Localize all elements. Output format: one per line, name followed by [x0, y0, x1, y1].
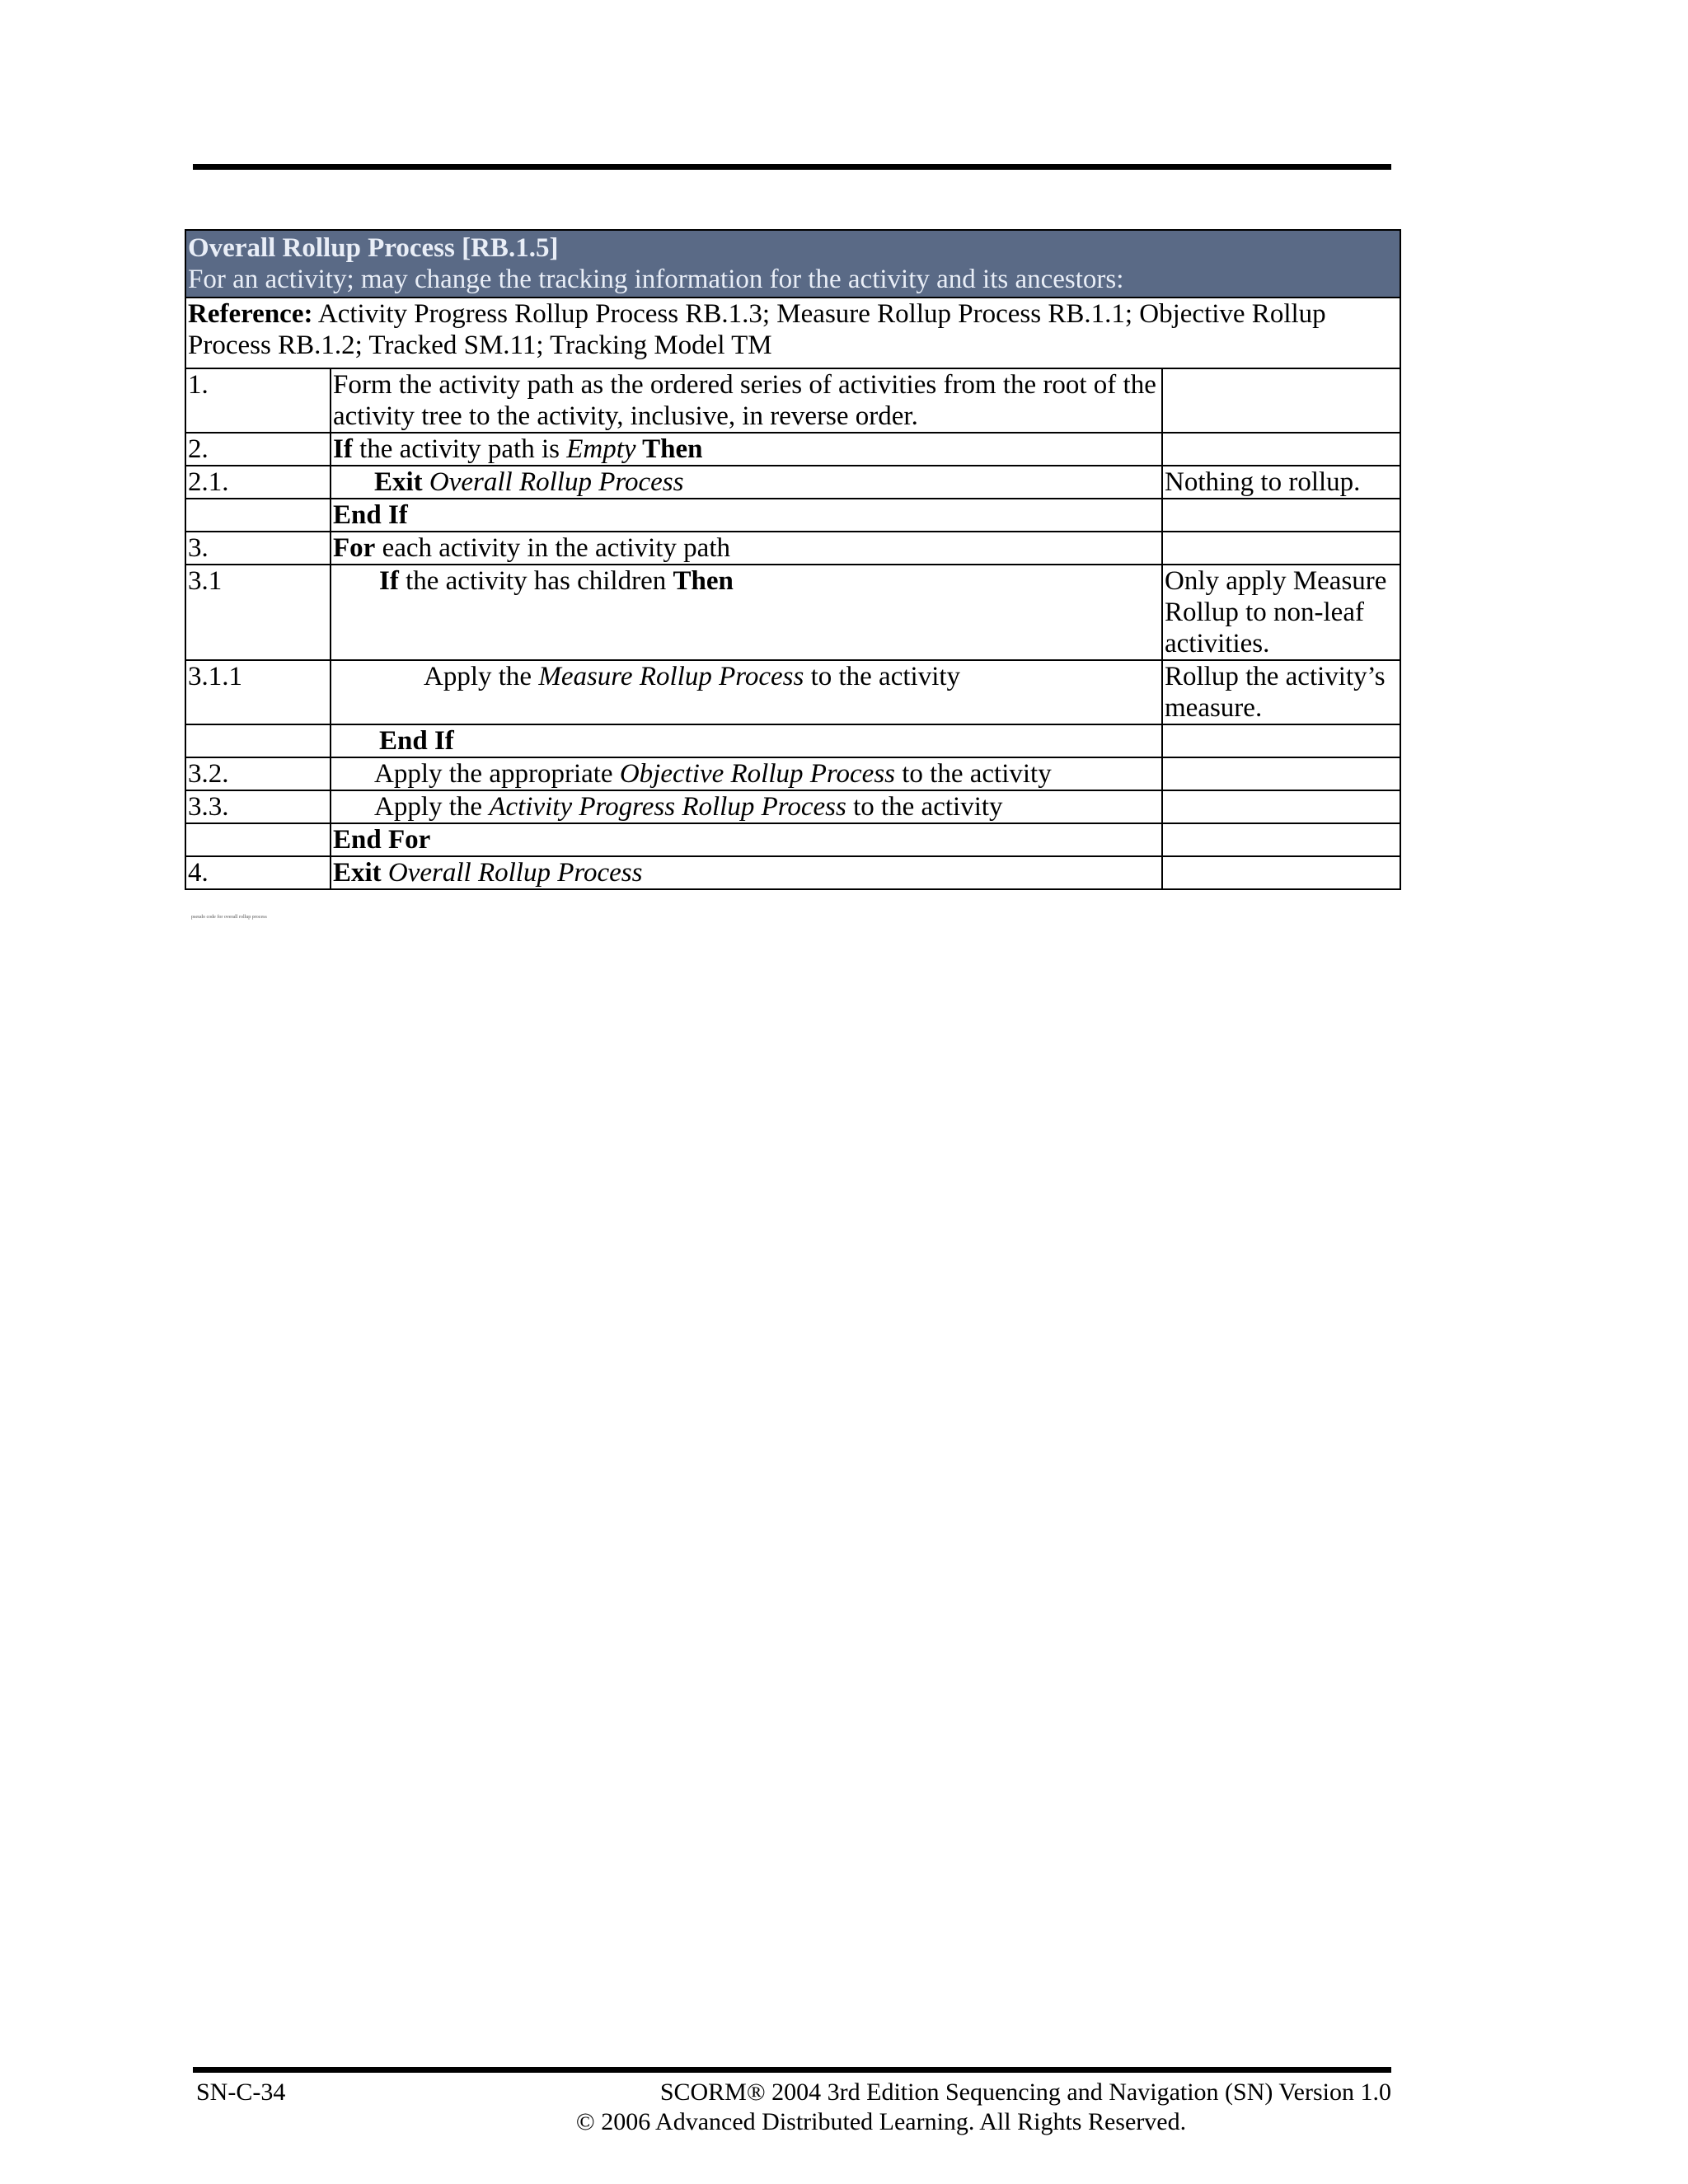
step-number	[185, 823, 331, 856]
rollup-process-table	[185, 229, 1401, 890]
keyword: Exit	[374, 467, 423, 497]
keyword: If	[379, 566, 399, 596]
footer-copyright: © 2006 Advanced Distributed Learning. All Rights Reserved.	[575, 2108, 1187, 2135]
step-number: 3.	[185, 532, 331, 565]
table-header-row	[185, 230, 1400, 298]
table-row	[185, 466, 1400, 499]
table-row	[185, 368, 1400, 433]
step-text	[331, 757, 1162, 790]
step-number: 3.1.1	[185, 660, 331, 724]
table-row	[185, 724, 1400, 757]
step-number: 4.	[185, 856, 331, 889]
step-text-emphasis: Measure Rollup Process	[538, 662, 804, 691]
step-number: 3.1	[185, 565, 331, 660]
keyword: If	[333, 434, 353, 464]
step-number: 1.	[185, 368, 331, 433]
table-row	[185, 790, 1400, 823]
step-text-part: the activity path is	[352, 434, 567, 464]
table-row	[185, 856, 1400, 889]
step-text-part: to the activity	[804, 662, 961, 691]
top-rule	[193, 164, 1391, 170]
step-text-part: to the activity	[895, 759, 1052, 789]
step-number: 2.	[185, 433, 331, 466]
table-row	[185, 757, 1400, 790]
keyword: Then	[635, 434, 703, 464]
step-number	[185, 499, 331, 532]
keyword: Then	[673, 566, 734, 596]
table-header	[185, 230, 1400, 298]
keyword: For	[333, 533, 376, 563]
table-row	[185, 823, 1400, 856]
keyword: End If	[379, 726, 454, 756]
step-text	[331, 532, 1162, 565]
reference-row	[185, 298, 1400, 368]
table-row	[185, 499, 1400, 532]
step-text-emphasis: Overall Rollup Process	[422, 467, 684, 497]
process-title: Overall Rollup Process [RB.1.5]	[188, 233, 559, 263]
step-note	[1162, 433, 1400, 466]
step-text	[331, 660, 1162, 724]
step-text-part: each activity in the activity path	[375, 533, 730, 563]
step-text-part: Apply the	[424, 662, 539, 691]
step-text-part: Apply the appropriate	[374, 759, 620, 789]
step-text-part: Apply the	[374, 792, 490, 822]
step-text	[331, 856, 1162, 889]
step-text	[331, 724, 1162, 757]
keyword: Exit	[333, 858, 382, 888]
step-note	[1162, 823, 1400, 856]
step-text	[331, 790, 1162, 823]
step-note: Rollup the activity’s measure.	[1162, 660, 1400, 724]
step-text: Form the activity path as the ordered series of activities from the root of the activity tree to the activity, inclusive, in reverse order.	[331, 368, 1162, 433]
step-note	[1162, 532, 1400, 565]
step-text	[331, 565, 1162, 660]
reference-text: Activity Progress Rollup Process RB.1.3; Measure Rollup Process RB.1.1; Objective Rollup Process RB.1.2; Tracked SM.11; Tracking Model TM	[188, 299, 1326, 360]
step-text-emphasis: Overall Rollup Process	[381, 858, 643, 888]
table-row	[185, 433, 1400, 466]
table-row	[185, 565, 1400, 660]
table-row	[185, 660, 1400, 724]
step-text-part: the activity has children	[398, 566, 673, 596]
step-text-emphasis: Empty	[566, 434, 636, 464]
step-note: Nothing to rollup.	[1162, 466, 1400, 499]
step-number: 3.2.	[185, 757, 331, 790]
step-number	[185, 724, 331, 757]
step-note	[1162, 856, 1400, 889]
reference-label: Reference:	[188, 299, 313, 329]
step-text-emphasis: Activity Progress Rollup Process	[489, 792, 846, 822]
step-text	[331, 499, 1162, 532]
step-number: 2.1.	[185, 466, 331, 499]
step-note	[1162, 757, 1400, 790]
step-number: 3.3.	[185, 790, 331, 823]
table-row	[185, 532, 1400, 565]
table-caption: pseudo code for overall rollup process	[191, 915, 267, 920]
step-text	[331, 466, 1162, 499]
step-text-emphasis: Objective Rollup Process	[619, 759, 896, 789]
process-subtitle: For an activity; may change the tracking information for the activity and its ancestors:	[188, 265, 1124, 294]
step-note: Only apply Measure Rollup to non-leaf activities.	[1162, 565, 1400, 660]
reference-cell	[185, 298, 1400, 368]
step-text	[331, 433, 1162, 466]
step-note	[1162, 724, 1400, 757]
step-note	[1162, 368, 1400, 433]
step-note	[1162, 790, 1400, 823]
footer-title: SCORM® 2004 3rd Edition Sequencing and Navigation (SN) Version 1.0	[659, 2079, 1391, 2106]
keyword: End For	[333, 825, 431, 855]
bottom-rule	[193, 2067, 1391, 2073]
step-text	[331, 823, 1162, 856]
step-note	[1162, 499, 1400, 532]
keyword: End If	[333, 500, 408, 530]
page-number: SN-C-34	[196, 2079, 286, 2106]
step-text-part: to the activity	[846, 792, 1003, 822]
